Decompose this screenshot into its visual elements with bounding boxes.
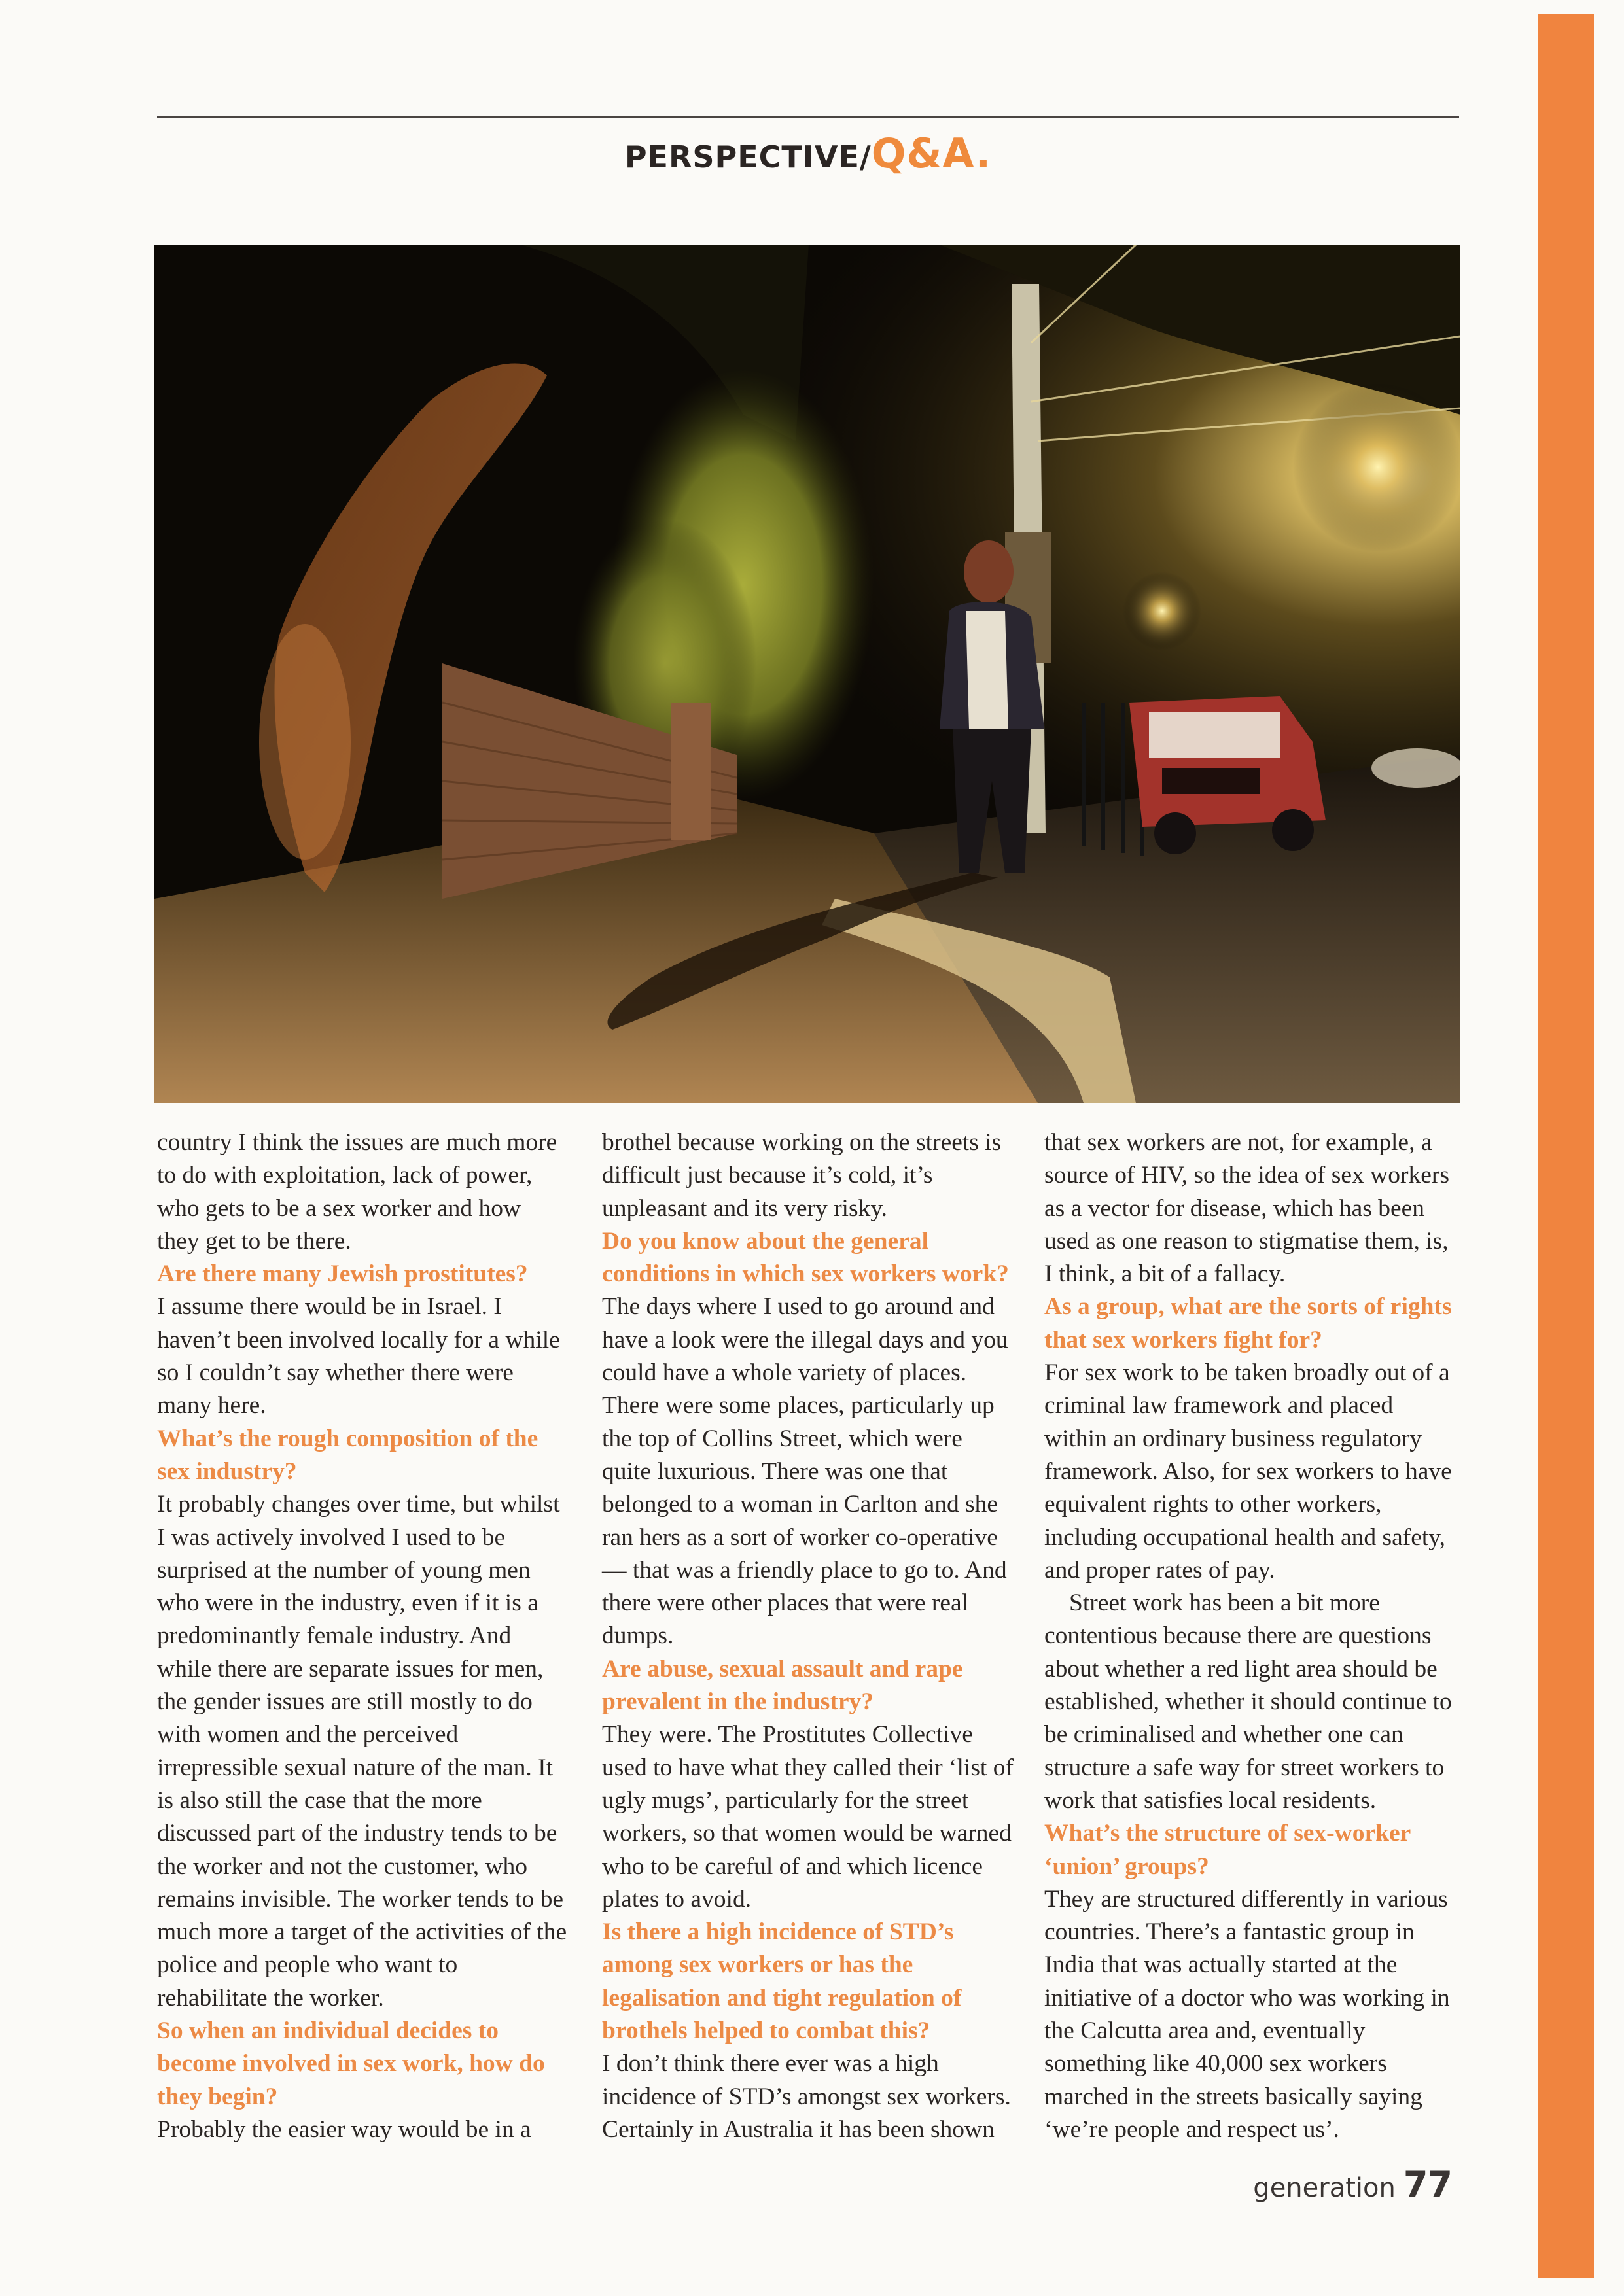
text-column-2 [602,1126,1014,2146]
question-text: What’s the structure of sex-worker ‘union’ groups? [1044,1820,1411,1880]
page-number: 77 [1403,2164,1453,2205]
answer-text: Street work has been a bit more contentious because there are questions about whether a red light area should be established, whether it should continue to be criminalised and whether one can structure a safe way for street workers to work that satisfies local residents. [1044,1590,1452,1814]
answer-text: I don’t think there ever was a high incidence of STD’s amongst sex workers. Certainly in Australia it has been shown [602,2050,1011,2143]
street-photo-illustration [154,245,1460,1103]
section-label: PERSPECTIVE/ [624,139,872,175]
magazine-name: generation [1253,2173,1396,2203]
answer-text: Probably the easier way would be in a [157,2115,531,2143]
answer-text: The days where I used to go around and have a look were the illegal days and you could have a whole variety of places. There were some places, particularly up the top of Collins Street, which were quite luxurious. There was one that belonged to a woman in Carlton and she ran hers as a sort of worker co-operative — that was a friendly place to go to. And there were other places that were real dumps. [602,1293,1008,1650]
answer-text: that sex workers are not, for example, a source of HIV, so the idea of sex workers as a vector for disease, which has been used as one reason to stigmatise them, is, I think, a bit of a fallacy. [1044,1129,1449,1288]
page-footer [1243,2159,1453,2220]
street-photo [154,245,1460,1103]
header-rule [157,116,1459,118]
answer-text: They were. The Prostitutes Collective used to have what they called their ‘list of ugly mugs’, particularly for the street workers, so that women would be warned who to be careful of and which licence plates to avoid. [602,1721,1014,1913]
section-accent: Q&A. [871,130,992,177]
question-text: Do you know about the general conditions in which sex workers work? [602,1227,1009,1288]
question-text: What’s the rough composition of the sex industry? [157,1425,538,1485]
answer-text: country I think the issues are much more to do with exploitation, lack of power, who gets to be a sex worker and how they get to be there. [157,1129,557,1255]
section-header [157,131,1459,180]
question-text: So when an individual decides to become involved in sex work, how do they begin? [157,2017,545,2110]
answer-text: I assume there would be in Israel. I haven’t been involved locally for a while so I couldn’t say whether there were many here. [157,1293,560,1419]
answer-text: brothel because working on the streets is difficult just because it’s cold, it’s unpleasant and its very risky. [602,1129,1002,1222]
text-column-3 [1044,1126,1456,2146]
question-text: Are there many Jewish prostitutes? [157,1261,528,1288]
answer-text: It probably changes over time, but whilst I was actively involved I used to be surprised at the number of young men who were in the industry, even if it is a predominantly female industry. And while there are separate issues for men, the gender issues are still mostly to do with women and the perceived irrepressible sexual nature of the man. It is also still the case that the more discussed part of the industry tends to be the worker and not the customer, who remains invisible. The worker tends to be much more a target of the activities of the police and people who want to rehabilitate the worker. [157,1491,567,2011]
answer-text: For sex work to be taken broadly out of a criminal law framework and placed within an ordinary business regulatory framework. Also, for sex workers to have equivalent rights to other workers, including occupational health and safety, and proper rates of pay. [1044,1359,1452,1584]
question-text: As a group, what are the sorts of rights that sex workers fight for? [1044,1293,1452,1353]
edge-color-bar [1538,14,1594,2278]
answer-text: They are structured differently in various countries. There’s a fantastic group in India that was actually started at the initiative of a doctor who was working in the Calcutta area and, eventually something like 40,000 sex workers marched in the streets basically saying ‘we’re people and respect us’. [1044,1885,1450,2143]
question-text: Are abuse, sexual assault and rape prevalent in the industry? [602,1655,963,1716]
question-text: Is there a high incidence of STD’s among sex workers or has the legalisation and tight regulation of brothels helped to combat this? [602,1919,962,2045]
text-column-1 [157,1126,569,2146]
